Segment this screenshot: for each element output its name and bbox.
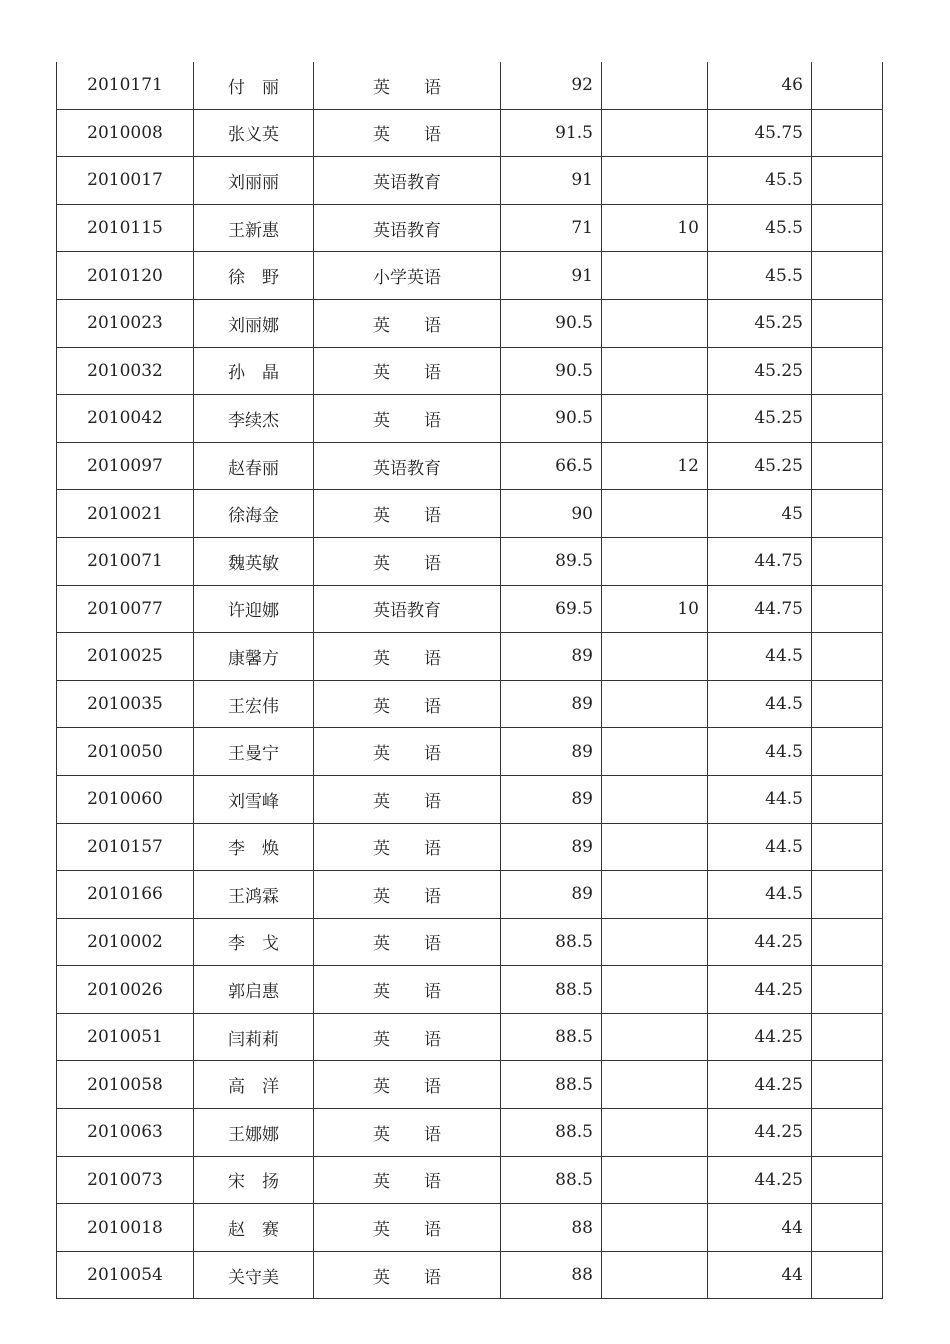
cell-bonus [602,1061,708,1109]
cell-major: 英 语 [314,966,501,1014]
cell-score: 88.5 [501,966,602,1014]
table-row [57,204,883,252]
cell-bonus [602,537,708,585]
cell-name: 宋 扬 [194,1156,314,1204]
cell-candidate-id: 2010171 [57,62,194,109]
cell-total: 45.25 [708,347,812,395]
cell-major: 英 语 [314,1109,501,1157]
cell-name: 王曼宁 [194,728,314,776]
cell-candidate-id: 2010002 [57,918,194,966]
cell-candidate-id: 2010008 [57,109,194,157]
cell-note [812,395,883,443]
cell-score: 71 [501,204,602,252]
cell-total: 44.5 [708,680,812,728]
table-row [57,109,883,157]
cell-bonus [602,299,708,347]
cell-name: 张义英 [194,109,314,157]
cell-note [812,1109,883,1157]
cell-bonus [602,109,708,157]
cell-candidate-id: 2010058 [57,1061,194,1109]
cell-score: 89 [501,823,602,871]
table-row [57,395,883,443]
cell-note [812,347,883,395]
cell-bonus [602,871,708,919]
cell-bonus [602,1109,708,1157]
cell-bonus [602,728,708,776]
table-row [57,585,883,633]
cell-total: 44.5 [708,728,812,776]
cell-candidate-id: 2010050 [57,728,194,776]
score-sheet [56,62,882,1299]
cell-total: 44.25 [708,966,812,1014]
cell-major: 英 语 [314,871,501,919]
cell-score: 89 [501,680,602,728]
cell-total: 44.25 [708,1013,812,1061]
cell-total: 44.5 [708,871,812,919]
table-row [57,680,883,728]
cell-major: 英 语 [314,537,501,585]
cell-candidate-id: 2010025 [57,633,194,681]
cell-name: 徐 野 [194,252,314,300]
cell-name: 郭启惠 [194,966,314,1014]
cell-major: 英 语 [314,728,501,776]
cell-candidate-id: 2010120 [57,252,194,300]
cell-name: 王鸿霖 [194,871,314,919]
cell-score: 89 [501,871,602,919]
cell-note [812,1156,883,1204]
cell-note [812,62,883,109]
table-row [57,1204,883,1252]
cell-total: 45.5 [708,252,812,300]
table-row [57,347,883,395]
cell-major: 英语教育 [314,157,501,205]
cell-note [812,585,883,633]
cell-bonus [602,490,708,538]
cell-total: 45.25 [708,442,812,490]
cell-bonus [602,347,708,395]
cell-major: 小学英语 [314,252,501,300]
cell-total: 44.5 [708,823,812,871]
cell-score: 88.5 [501,1061,602,1109]
cell-name: 赵 赛 [194,1204,314,1252]
cell-major: 英 语 [314,1251,501,1299]
cell-note [812,299,883,347]
cell-name: 闫莉莉 [194,1013,314,1061]
cell-candidate-id: 2010042 [57,395,194,443]
cell-note [812,823,883,871]
table-row [57,537,883,585]
cell-major: 英 语 [314,490,501,538]
cell-name: 付 丽 [194,62,314,109]
cell-major: 英 语 [314,347,501,395]
table-row [57,966,883,1014]
cell-total: 45.25 [708,299,812,347]
cell-score: 90.5 [501,347,602,395]
cell-note [812,204,883,252]
cell-score: 89 [501,633,602,681]
cell-note [812,728,883,776]
table-row [57,1061,883,1109]
cell-score: 88.5 [501,918,602,966]
cell-total: 44.25 [708,1109,812,1157]
cell-total: 44.5 [708,633,812,681]
cell-bonus [602,775,708,823]
cell-bonus: 12 [602,442,708,490]
cell-total: 44.25 [708,1061,812,1109]
cell-note [812,157,883,205]
cell-major: 英语教育 [314,585,501,633]
cell-name: 赵春丽 [194,442,314,490]
cell-candidate-id: 2010026 [57,966,194,1014]
cell-name: 刘雪峰 [194,775,314,823]
cell-name: 康馨方 [194,633,314,681]
cell-candidate-id: 2010166 [57,871,194,919]
cell-total: 45.25 [708,395,812,443]
table-row [57,299,883,347]
cell-name: 王娜娜 [194,1109,314,1157]
table-row [57,252,883,300]
cell-total: 44 [708,1204,812,1252]
cell-candidate-id: 2010054 [57,1251,194,1299]
table-row [57,775,883,823]
cell-major: 英 语 [314,1013,501,1061]
cell-name: 李续杰 [194,395,314,443]
cell-candidate-id: 2010017 [57,157,194,205]
table-row [57,490,883,538]
cell-bonus [602,1013,708,1061]
cell-candidate-id: 2010077 [57,585,194,633]
cell-major: 英语教育 [314,204,501,252]
cell-candidate-id: 2010115 [57,204,194,252]
cell-bonus [602,395,708,443]
cell-bonus [602,62,708,109]
cell-name: 王新惠 [194,204,314,252]
cell-bonus [602,823,708,871]
cell-score: 90.5 [501,395,602,443]
cell-note [812,1013,883,1061]
cell-name: 关守美 [194,1251,314,1299]
table-row [57,1251,883,1299]
cell-note [812,633,883,681]
cell-candidate-id: 2010023 [57,299,194,347]
table-row [57,157,883,205]
cell-score: 88.5 [501,1109,602,1157]
cell-major: 英语教育 [314,442,501,490]
cell-note [812,966,883,1014]
cell-total: 44.5 [708,775,812,823]
table-row [57,728,883,776]
cell-score: 91 [501,157,602,205]
table-body [57,62,883,1299]
cell-total: 44.25 [708,1156,812,1204]
cell-bonus: 10 [602,204,708,252]
cell-total: 44.75 [708,585,812,633]
cell-note [812,1204,883,1252]
table-row [57,1156,883,1204]
cell-name: 魏英敏 [194,537,314,585]
cell-total: 45.5 [708,204,812,252]
cell-score: 91 [501,252,602,300]
cell-candidate-id: 2010051 [57,1013,194,1061]
cell-name: 许迎娜 [194,585,314,633]
cell-major: 英 语 [314,1156,501,1204]
cell-score: 92 [501,62,602,109]
cell-major: 英 语 [314,633,501,681]
cell-score: 89 [501,728,602,776]
cell-note [812,918,883,966]
cell-bonus [602,1204,708,1252]
score-table [56,62,883,1299]
cell-name: 徐海金 [194,490,314,538]
cell-note [812,1251,883,1299]
cell-major: 英 语 [314,1061,501,1109]
cell-note [812,442,883,490]
cell-major: 英 语 [314,775,501,823]
cell-name: 高 洋 [194,1061,314,1109]
table-row [57,918,883,966]
cell-total: 44 [708,1251,812,1299]
cell-note [812,1061,883,1109]
cell-major: 英 语 [314,918,501,966]
table-row [57,62,883,109]
cell-bonus [602,680,708,728]
cell-bonus [602,918,708,966]
cell-candidate-id: 2010021 [57,490,194,538]
cell-bonus [602,633,708,681]
cell-major: 英 语 [314,109,501,157]
cell-candidate-id: 2010097 [57,442,194,490]
cell-candidate-id: 2010071 [57,537,194,585]
cell-name: 李 焕 [194,823,314,871]
cell-score: 91.5 [501,109,602,157]
cell-candidate-id: 2010073 [57,1156,194,1204]
table-row [57,633,883,681]
cell-total: 46 [708,62,812,109]
cell-name: 刘丽丽 [194,157,314,205]
cell-note [812,252,883,300]
cell-note [812,871,883,919]
cell-bonus [602,252,708,300]
table-row [57,1109,883,1157]
cell-total: 45.5 [708,157,812,205]
cell-name: 孙 晶 [194,347,314,395]
cell-score: 88.5 [501,1156,602,1204]
cell-total: 45.75 [708,109,812,157]
cell-score: 90.5 [501,299,602,347]
cell-bonus [602,1156,708,1204]
cell-candidate-id: 2010060 [57,775,194,823]
cell-major: 英 语 [314,1204,501,1252]
cell-name: 刘丽娜 [194,299,314,347]
cell-total: 44.25 [708,918,812,966]
cell-name: 王宏伟 [194,680,314,728]
cell-bonus [602,1251,708,1299]
table-row [57,871,883,919]
cell-candidate-id: 2010032 [57,347,194,395]
cell-bonus: 10 [602,585,708,633]
cell-name: 李 戈 [194,918,314,966]
cell-bonus [602,966,708,1014]
cell-candidate-id: 2010157 [57,823,194,871]
cell-total: 44.75 [708,537,812,585]
cell-note [812,490,883,538]
cell-total: 45 [708,490,812,538]
cell-score: 69.5 [501,585,602,633]
cell-note [812,680,883,728]
cell-major: 英 语 [314,395,501,443]
cell-note [812,537,883,585]
cell-score: 90 [501,490,602,538]
cell-note [812,109,883,157]
table-row [57,823,883,871]
table-row [57,442,883,490]
cell-candidate-id: 2010018 [57,1204,194,1252]
cell-score: 88.5 [501,1013,602,1061]
cell-bonus [602,157,708,205]
cell-score: 66.5 [501,442,602,490]
cell-major: 英 语 [314,62,501,109]
cell-major: 英 语 [314,823,501,871]
cell-major: 英 语 [314,299,501,347]
cell-score: 88 [501,1251,602,1299]
cell-score: 89 [501,775,602,823]
cell-major: 英 语 [314,680,501,728]
cell-candidate-id: 2010063 [57,1109,194,1157]
cell-score: 89.5 [501,537,602,585]
table-row [57,1013,883,1061]
cell-candidate-id: 2010035 [57,680,194,728]
cell-note [812,775,883,823]
cell-score: 88 [501,1204,602,1252]
